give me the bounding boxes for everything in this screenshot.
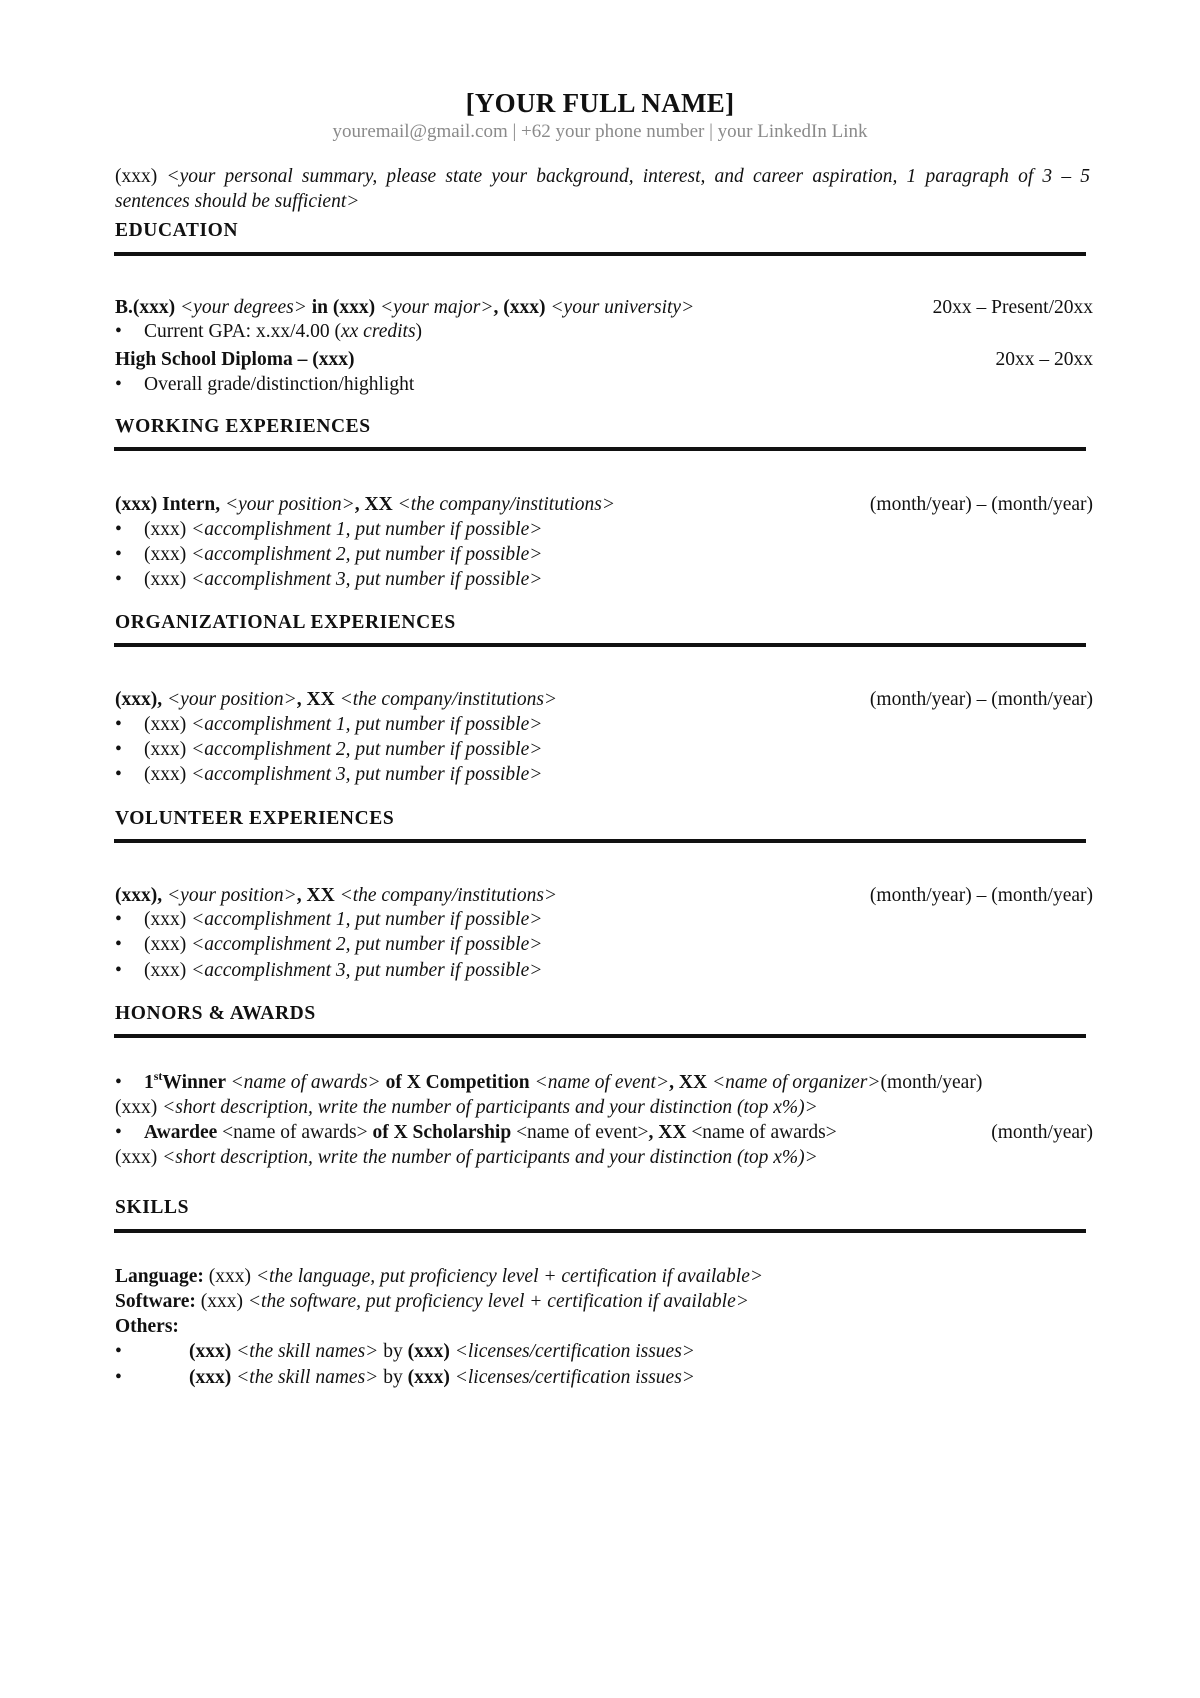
honors-heading: HONORS & AWARDS	[115, 1003, 316, 1024]
others-license: <licenses/certification issues>	[454, 1367, 695, 1388]
bullet-icon: •	[115, 934, 122, 955]
bullet-text: <accomplishment 2, put number if possible>	[191, 739, 543, 760]
bullet-icon: •	[115, 764, 122, 785]
award2-awardee: Awardee	[144, 1122, 223, 1143]
award2-line	[115, 1120, 1093, 1145]
working-company: <the company/institutions>	[397, 494, 616, 515]
others-bullet	[115, 1365, 695, 1390]
bullet-prefix: (xxx)	[144, 764, 192, 785]
others-skill: <the skill names>	[236, 1367, 379, 1388]
others-line	[115, 1314, 1093, 1339]
software-line	[115, 1289, 1093, 1314]
bullet-icon: •	[115, 544, 122, 565]
degree-university: <your university>	[550, 297, 695, 318]
organizational-rule	[114, 643, 1086, 647]
working-sep: , XX	[354, 494, 398, 515]
organizational-role: (xxx),	[115, 689, 167, 710]
language-text: <the language, put proficiency level + certification if available>	[255, 1266, 764, 1287]
organizational-date: (month/year) – (month/year)	[869, 689, 1093, 710]
skills-heading: SKILLS	[115, 1197, 190, 1218]
others-xxx: (xxx)	[189, 1341, 237, 1362]
bullet-prefix: (xxx)	[144, 739, 192, 760]
bullet-icon: •	[115, 569, 122, 590]
contact-line: youremail@gmail.com | +62 your phone number | your LinkedIn Link	[332, 121, 868, 142]
organizational-company: <the company/institutions>	[339, 689, 558, 710]
language-label: Language:	[115, 1266, 204, 1287]
degree-prefix: B.(xxx)	[115, 297, 180, 318]
language-prefix: (xxx)	[203, 1266, 256, 1287]
summary-prefix: (xxx)	[115, 166, 167, 187]
working-date: (month/year) – (month/year)	[869, 494, 1093, 515]
award2-desc-text: <short description, write the number of participants and your distinction (top x%)>	[162, 1147, 818, 1168]
gpa-text: Current GPA: x.xx/4.00 (	[144, 321, 341, 342]
bullet-icon: •	[115, 739, 122, 760]
organizational-heading: ORGANIZATIONAL EXPERIENCES	[115, 612, 456, 633]
award2-desc-prefix: (xxx)	[115, 1147, 163, 1168]
language-line	[115, 1264, 1093, 1289]
degree-comma: , (xxx)	[493, 297, 551, 318]
award2-name: <name of awards>	[222, 1122, 368, 1143]
organizational-role-line	[115, 687, 1093, 712]
award1-num: 1	[144, 1072, 154, 1093]
working-bullet	[115, 567, 542, 592]
bullet-prefix: (xxx)	[144, 544, 192, 565]
bullet-text: <accomplishment 1, put number if possible>	[191, 714, 543, 735]
bullet-icon: •	[115, 321, 122, 342]
software-text: <the software, put proficiency level + certification if available>	[247, 1291, 749, 1312]
others-license: <licenses/certification issues>	[454, 1341, 695, 1362]
highschool-date: 20xx – 20xx	[995, 349, 1093, 370]
award1-event: <name of event>	[534, 1072, 670, 1093]
working-heading: WORKING EXPERIENCES	[115, 416, 371, 437]
honors-rule	[114, 1034, 1086, 1038]
others-by: by	[378, 1367, 408, 1388]
organizational-bullet	[115, 762, 542, 787]
award1-desc-text: <short description, write the number of participants and your distinction (top x%)>	[162, 1097, 818, 1118]
volunteer-role: (xxx),	[115, 885, 167, 906]
bullet-icon: •	[115, 1367, 122, 1388]
bullet-prefix: (xxx)	[144, 909, 192, 930]
bullet-icon: •	[115, 909, 122, 930]
others-by: by	[378, 1341, 408, 1362]
bullet-text: <accomplishment 3, put number if possible>	[191, 569, 543, 590]
volunteer-position: <your position>	[167, 885, 297, 906]
award1-organizer: <name of organizer>	[711, 1072, 881, 1093]
personal-summary	[115, 164, 1090, 214]
others-xxx2: (xxx)	[407, 1341, 455, 1362]
bullet-icon: •	[115, 1122, 122, 1143]
award2-event: <name of event>	[516, 1122, 649, 1143]
bullet-icon: •	[115, 960, 122, 981]
organizational-bullet	[115, 712, 542, 737]
highschool-line	[115, 347, 1093, 372]
award1-competition: of X Competition	[380, 1072, 535, 1093]
bullet-icon: •	[115, 1072, 122, 1093]
organizational-sep: , XX	[296, 689, 340, 710]
bullet-icon: •	[115, 374, 122, 395]
working-bullet	[115, 542, 542, 567]
skills-rule	[114, 1229, 1086, 1233]
organizational-bullet	[115, 737, 542, 762]
award1-desc	[115, 1095, 1093, 1120]
full-name: [YOUR FULL NAME]	[465, 88, 735, 118]
bullet-prefix: (xxx)	[144, 714, 192, 735]
highschool-bullet	[115, 372, 414, 397]
working-bullet	[115, 517, 542, 542]
bullet-text: <accomplishment 3, put number if possible>	[191, 960, 543, 981]
award2-scholarship: of X Scholarship	[367, 1122, 517, 1143]
gpa-bullet	[115, 319, 422, 344]
volunteer-bullet	[115, 907, 542, 932]
bullet-icon: •	[115, 1341, 122, 1362]
bullet-text: <accomplishment 2, put number if possible>	[191, 544, 543, 565]
others-label: Others:	[115, 1316, 179, 1337]
bullet-prefix: (xxx)	[144, 960, 192, 981]
bullet-prefix: (xxx)	[144, 569, 192, 590]
award2-date: (month/year)	[991, 1122, 1093, 1143]
organizational-position: <your position>	[167, 689, 297, 710]
award2-xx: , XX	[648, 1122, 692, 1143]
volunteer-company: <the company/institutions>	[339, 885, 558, 906]
volunteer-heading: VOLUNTEER EXPERIENCES	[115, 808, 395, 829]
others-bullet	[115, 1339, 695, 1364]
working-position: <your position>	[224, 494, 355, 515]
others-xxx: (xxx)	[189, 1367, 237, 1388]
award2-awards: <name of awards>	[691, 1122, 837, 1143]
award1-winner: Winner	[162, 1072, 231, 1093]
volunteer-sep: , XX	[296, 885, 340, 906]
bullet-text: <accomplishment 2, put number if possible>	[191, 934, 543, 955]
degree-name: <your degrees>	[180, 297, 307, 318]
volunteer-rule	[114, 839, 1086, 843]
bullet-prefix: (xxx)	[144, 934, 192, 955]
degree-line	[115, 295, 1093, 320]
summary-text: <your personal summary, please state your background, interest, and career aspiration, 1 paragraph of 3 – 5 sentences should be sufficient>	[115, 166, 1090, 212]
highschool-label: High School Diploma – (xxx)	[115, 349, 355, 370]
volunteer-date: (month/year) – (month/year)	[869, 885, 1093, 906]
education-heading: EDUCATION	[115, 220, 239, 241]
others-skill: <the skill names>	[236, 1341, 379, 1362]
bullet-icon: •	[115, 714, 122, 735]
award1-date: (month/year)	[880, 1072, 983, 1093]
gpa-credits: xx credits	[341, 321, 416, 342]
award1-xx: , XX	[669, 1072, 712, 1093]
software-label: Software:	[115, 1291, 196, 1312]
working-rule	[114, 447, 1086, 451]
education-rule	[114, 252, 1086, 256]
bullet-text: <accomplishment 1, put number if possible>	[191, 519, 543, 540]
volunteer-role-line	[115, 883, 1093, 908]
award1-sup: st	[153, 1069, 163, 1083]
volunteer-bullet	[115, 932, 542, 957]
award2-desc	[115, 1145, 1093, 1170]
bullet-icon: •	[115, 519, 122, 540]
bullet-prefix: (xxx)	[144, 519, 192, 540]
bullet-text: <accomplishment 3, put number if possible>	[191, 764, 543, 785]
degree-in: in (xxx)	[306, 297, 380, 318]
award1-name: <name of awards>	[230, 1072, 381, 1093]
others-xxx2: (xxx)	[407, 1367, 455, 1388]
highschool-bullet-text: Overall grade/distinction/highlight	[144, 374, 415, 395]
working-role-line	[115, 492, 1093, 517]
software-prefix: (xxx)	[195, 1291, 248, 1312]
award1-desc-prefix: (xxx)	[115, 1097, 163, 1118]
gpa-close: )	[415, 321, 423, 342]
degree-major: <your major>	[379, 297, 494, 318]
degree-date: 20xx – Present/20xx	[932, 297, 1093, 318]
bullet-text: <accomplishment 1, put number if possible>	[191, 909, 543, 930]
working-role: (xxx) Intern,	[115, 494, 225, 515]
award1-line	[115, 1070, 1093, 1095]
volunteer-bullet	[115, 958, 542, 983]
